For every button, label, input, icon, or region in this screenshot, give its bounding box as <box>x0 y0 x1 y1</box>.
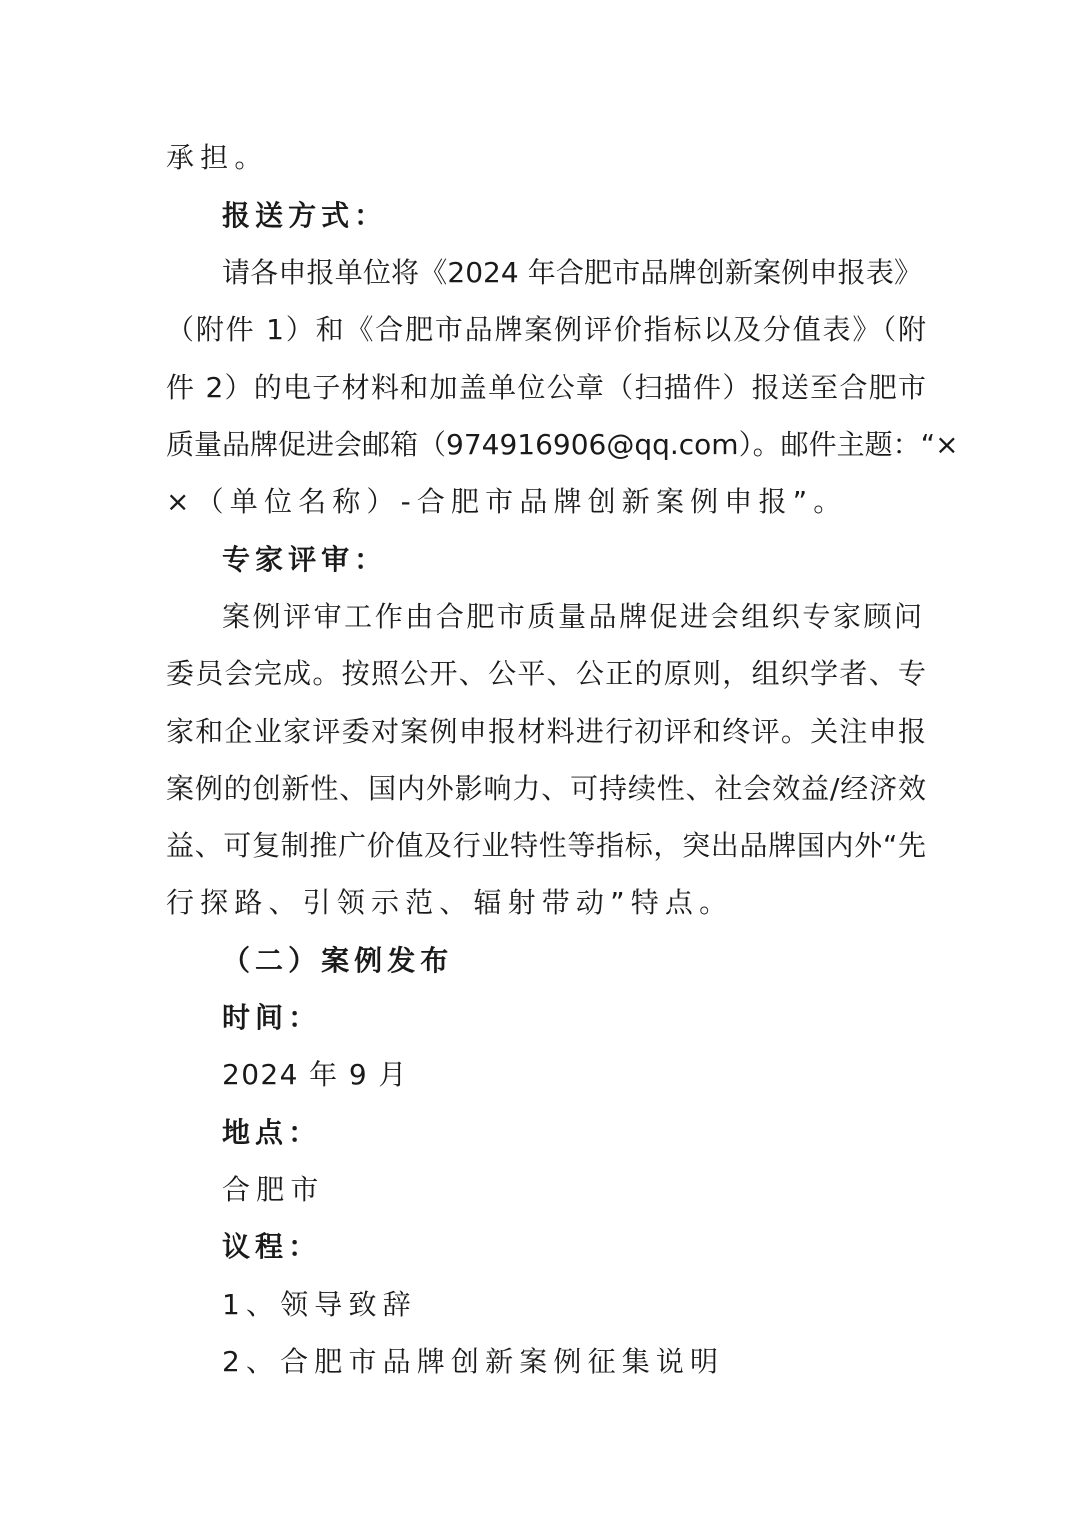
label-location: 地点： <box>222 1116 322 1149</box>
review-paragraph-line-2: 委员会完成。按照公开、公平、公正的原则，组织学者、专 <box>166 657 926 690</box>
submission-paragraph-line-3: 件 2）的电子材料和加盖单位公章（扫描件）报送至合肥市 <box>166 371 926 404</box>
submission-paragraph-line-4: 质量品牌促进会邮箱（974916906@qq.com）。邮件主题：“× <box>166 428 959 461</box>
label-agenda: 议程： <box>222 1230 322 1263</box>
agenda-item-1: 1、领导致辞 <box>222 1288 417 1321</box>
review-paragraph-line-1: 案例评审工作由合肥市质量品牌促进会组织专家顾问 <box>222 600 922 633</box>
section-heading-submission-method: 报送方式： <box>222 199 388 232</box>
agenda-item-2: 2、合肥市品牌创新案例征集说明 <box>222 1345 725 1378</box>
value-time: 2024 年 9 月 <box>222 1058 408 1091</box>
submission-paragraph-line-2: （附件 1）和《合肥市品牌案例评价指标以及分值表》（附 <box>166 313 926 346</box>
review-paragraph-line-6: 行探路、引领示范、辐射带动”特点。 <box>166 886 734 919</box>
review-paragraph-line-4: 案例的创新性、国内外影响力、可持续性、社会效益/经济效 <box>166 772 926 805</box>
review-paragraph-line-5: 益、可复制推广价值及行业特性等指标，突出品牌国内外“先 <box>166 829 926 862</box>
paragraph-continuation-line: 承担。 <box>166 141 269 174</box>
value-location: 合肥市 <box>222 1173 325 1206</box>
section-heading-case-release: （二）案例发布 <box>222 944 454 977</box>
submission-paragraph-line-1: 请各申报单位将《2024 年合肥市品牌创新案例申报表》 <box>222 256 922 289</box>
label-time: 时间： <box>222 1001 322 1034</box>
submission-paragraph-line-5: ×（单位名称）-合肥市品牌创新案例申报”。 <box>166 485 848 518</box>
review-paragraph-line-3: 家和企业家评委对案例申报材料进行初评和终评。关注申报 <box>166 715 926 748</box>
section-heading-expert-review: 专家评审： <box>222 543 388 576</box>
